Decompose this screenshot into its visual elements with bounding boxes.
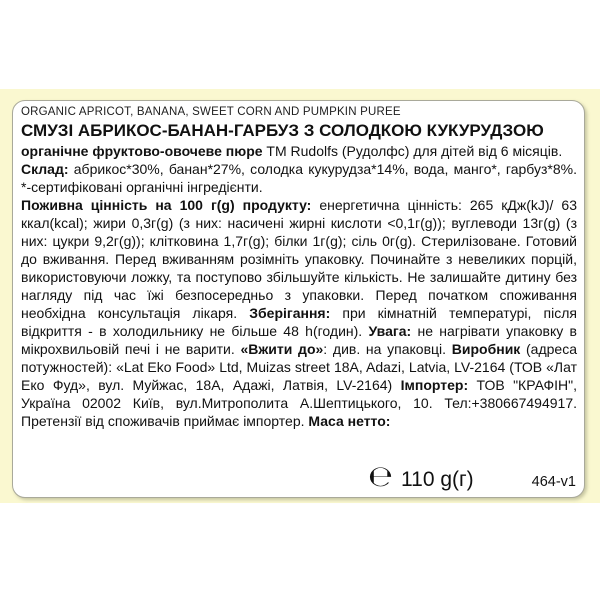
composition-paragraph: Склад: абрикос*30%, банан*27%, солодка кукурудза*14%, вода, манго*, гарбуз*8%. *-сертифіковані органічні інгредієнти. xyxy=(21,161,577,195)
label-version-code: 464-v1 xyxy=(531,474,576,490)
product-label-card xyxy=(12,100,585,498)
estimated-sign-icon: ℮ xyxy=(368,459,394,493)
nutrition-info-paragraph: Поживна цінність на 100 г(g) продукту: енергетична цінність: 265 кДж(kJ)/ 63 ккал(kcal); жири 0,3г(g) (з них: насичені жирні кислоти <0,1г(g)); вуглеводи 13г(g) (з них: цукри 9,2г(g)); клітковина 1,7г(g); білки 1г(g); сіль 0г(g). Стерилізоване. Готовий до вживання. Перед вживанням розімніть упаковку. Починайте з невеликих порцій, використовуючи ложку, та поступово збільшуйте кількість. Не залишайте дитину без нагляду під час їжі безпосередньо з упаковки. Перед початком споживання необхідна консультація лікаря. Зберігання: при кімнатній температурі, після відкриття - в холодильнику не більше 48 h(годин). Увага: не нагрівати упаковку в мікрохвильовій печі і не варити. «Вжити до»: див. на упаковці. Виробник (адреса потужностей): «Lat Eko Food» Ltd, Muizas street 18A, Adazi, Latvia, LV-2164 (ТОВ «Лат Еко Фуд», вул. Муйжас, 18А, Адажі, Латвія, LV-2164) Імпортер: ТОВ "КРАФІН", Україна 02002 Київ, вул.Митрополита А.Шептицького, 10. Тел:+380667494917. Претензії від споживачів приймає імпортер. Маса нетто: xyxy=(21,197,578,429)
english-product-name: ORGANIC APRICOT, BANANA, SWEET CORN AND PUMPKIN PUREE xyxy=(21,106,401,118)
product-title: СМУЗІ АБРИКОС-БАНАН-ГАРБУЗ З СОЛОДКОЮ КУКУРУДЗОЮ xyxy=(21,121,544,140)
net-weight-row xyxy=(21,459,576,493)
subtitle-paragraph: органічне фруктово-овочеве пюре ТМ Rudolfs (Рудолфс) для дітей від 6 місяців. xyxy=(21,143,563,159)
net-weight-value: 110 g(г) xyxy=(401,468,474,491)
